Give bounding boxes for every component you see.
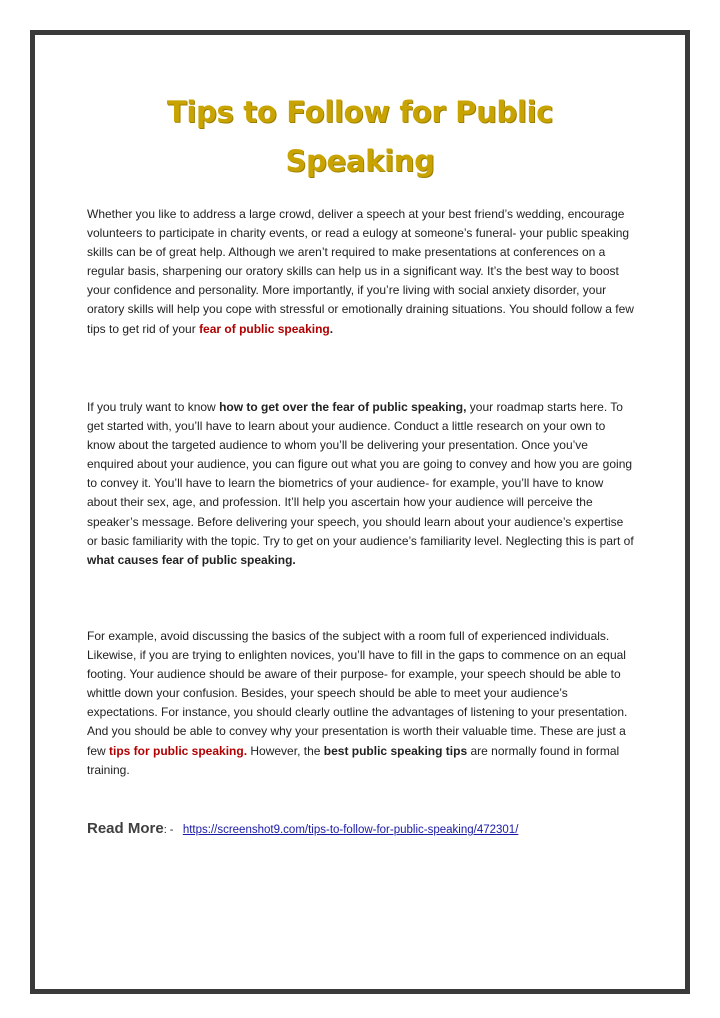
audience-paragraph bbox=[87, 398, 635, 570]
paragraph-text: If you truly want to know bbox=[87, 400, 220, 414]
read-more-line bbox=[87, 820, 647, 837]
title-line-2: Speaking bbox=[285, 144, 435, 178]
read-more-separator: : - bbox=[163, 824, 174, 836]
read-more-link[interactable]: https://screenshot9.com/tips-to-follow-for-public-speaking/472301/ bbox=[182, 824, 519, 836]
paragraph-period: . bbox=[329, 321, 334, 336]
tips-for-public-speaking-keyword[interactable]: tips for public speaking. bbox=[109, 743, 248, 758]
get-over-fear-keyword: how to get over the fear of public speaking, bbox=[219, 400, 467, 414]
paragraph-text: your roadmap starts here. To get started with, you’ll have to learn about your audience. Conduct a little research on your own to know about the targeted audience to whom you’ll be delivering your presentation. Once you’ve enquired about your audience, you can figure out what you are going to convey and how you are going to convey it. You’ll have to learn the biometrics of your audience- for example, you’ll have to know about their sex, age, and profession. It’ll help you ascertain how your audience will perceive the speaker’s message. Before delivering your speech, you should learn about your audience’s expertise or basic familiarity with the topic. Try to get on your audience’s familiarity level. Neglecting this is part of bbox=[87, 400, 634, 548]
title-line-1: Tips to Follow for Public bbox=[166, 95, 554, 129]
read-more-label: Read More bbox=[87, 820, 164, 837]
paragraph-text: However, the bbox=[247, 743, 324, 758]
paragraph-text: are normally found in formal training. bbox=[87, 743, 620, 777]
best-public-speaking-tips-keyword: best public speaking tips bbox=[323, 743, 468, 758]
what-causes-fear-keyword: what causes fear of public speaking. bbox=[87, 552, 296, 567]
paragraph-text: For example, avoid discussing the basics of the subject with a room full of experienced individuals. Likewise, if you are trying to enlighten novices, you’ll have to fill in the gaps to commence on an equal footing. Your audience should be aware of their purpose- for example, your speech should be able to whittle down your confusion. Besides, your speech should be able to meet your audience’s expectations. For instance, you should clearly outline the advantages of listening to your presentation. And you should be able to convey why your presentation is worth their valuable time. These are just a few bbox=[87, 629, 628, 758]
fear-of-public-speaking-keyword[interactable]: fear of public speaking bbox=[199, 321, 330, 336]
paragraph-text: Whether you like to address a large crowd, deliver a speech at your best friend’s wedding, encourage volunteers to participate in charity events, or read a eulogy at someone’s funeral- your public speaking skills can be of great help. Although we aren’t required to make presentations at conferences on a regular basis, sharpening our oratory skills can help us in a significant way. It’s the best way to boost your confidence and personality. More importantly, if you’re living with social anxiety disorder, your oratory skills will help you cope with stressful or emotionally draining situations. You should follow a few tips to get rid of your bbox=[87, 207, 634, 336]
example-paragraph bbox=[87, 627, 635, 780]
page-title bbox=[60, 88, 660, 186]
intro-paragraph bbox=[87, 205, 635, 339]
